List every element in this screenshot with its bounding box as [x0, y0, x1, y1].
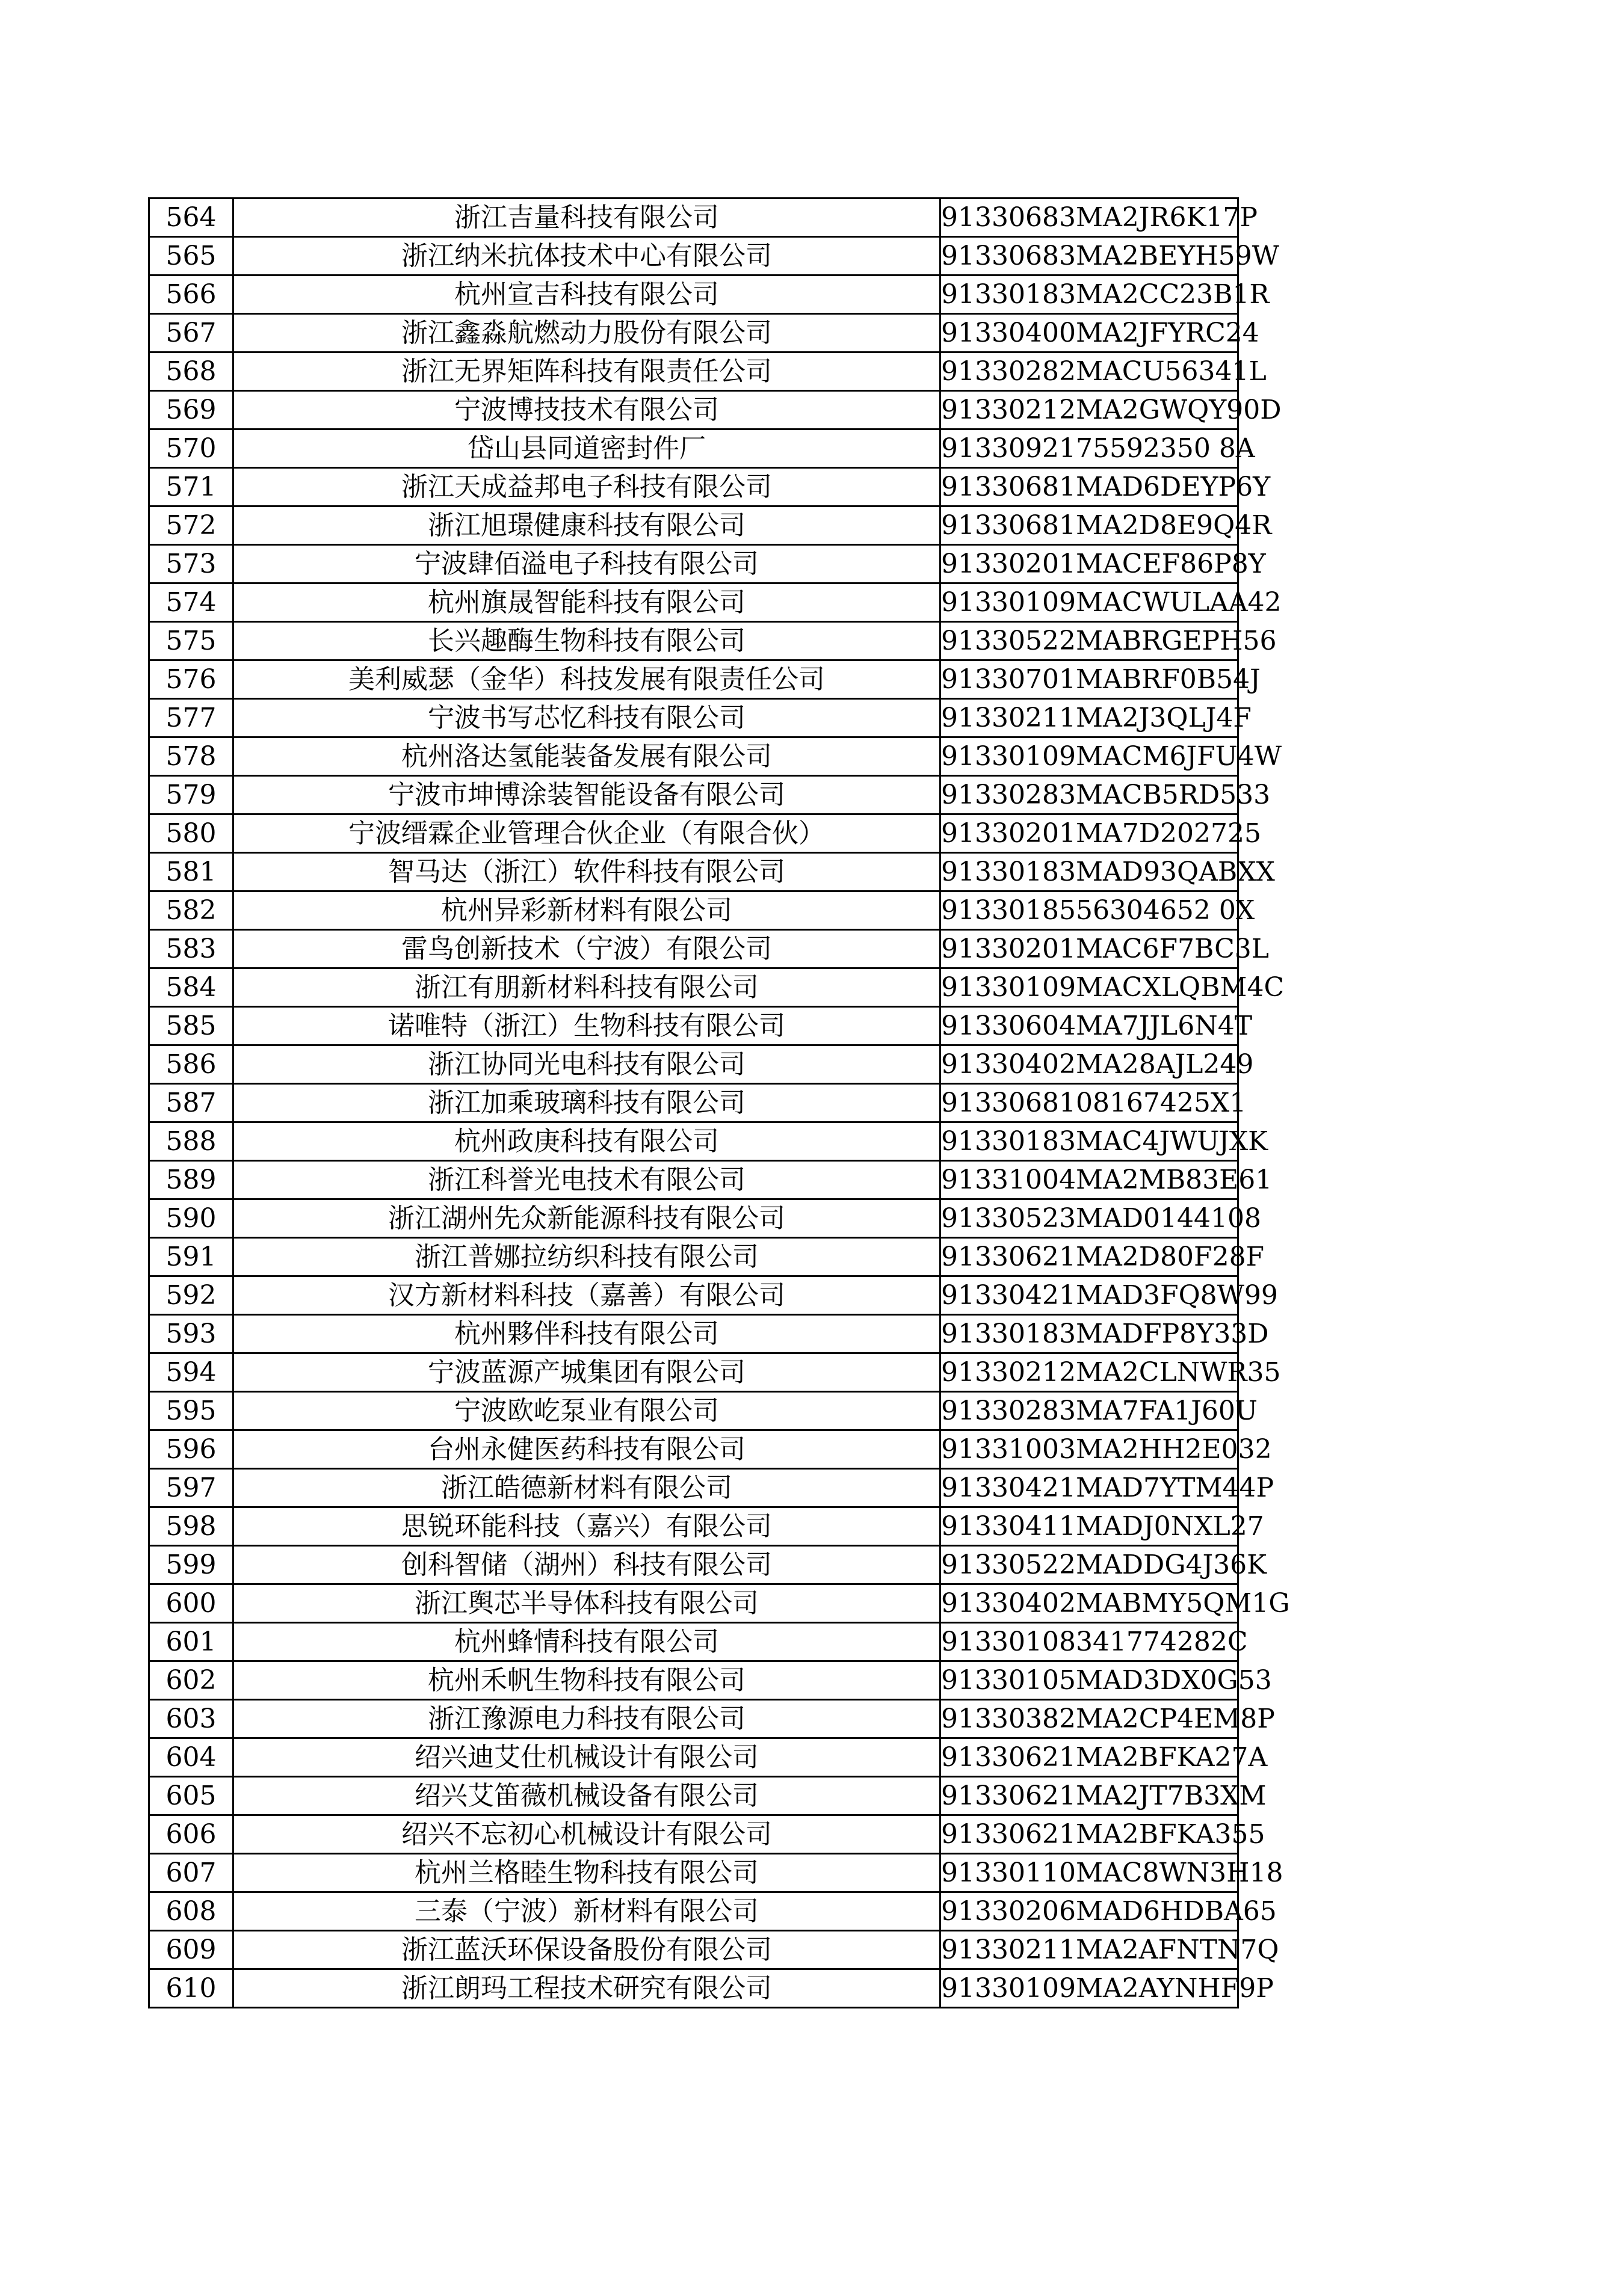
- row-number: 575: [149, 622, 233, 660]
- row-number: 600: [149, 1584, 233, 1623]
- credit-code: 91330105MAD3DX0G53: [940, 1661, 1238, 1700]
- company-name: 杭州兰格睦生物科技有限公司: [233, 1854, 940, 1892]
- row-number: 577: [149, 699, 233, 737]
- company-name: 浙江鑫淼航燃动力股份有限公司: [233, 314, 940, 352]
- table-row: [149, 1507, 1238, 1546]
- company-name: 浙江科誉光电技术有限公司: [233, 1161, 940, 1199]
- company-name: 宁波缙霖企业管理合伙企业（有限合伙）: [233, 814, 940, 853]
- table-row: [149, 930, 1238, 968]
- table-row: [149, 468, 1238, 506]
- credit-code: 91331004MA2MB83E61: [940, 1161, 1238, 1199]
- company-name: 美利威瑟（金华）科技发展有限责任公司: [233, 660, 940, 699]
- row-number: 603: [149, 1700, 233, 1738]
- company-name: 浙江朗玛工程技术研究有限公司: [233, 1969, 940, 2008]
- table-row: [149, 1315, 1238, 1353]
- company-name: 宁波市坤博涂装智能设备有限公司: [233, 776, 940, 814]
- credit-code: 91330109MA2AYNHF9P: [940, 1969, 1238, 2008]
- credit-code: 91330621MA2JT7B3XM: [940, 1777, 1238, 1815]
- credit-code: 91330683MA2BEYH59W: [940, 237, 1238, 275]
- credit-code: 91330382MA2CP4EM8P: [940, 1700, 1238, 1738]
- table-row: [149, 506, 1238, 545]
- table-row: [149, 237, 1238, 275]
- row-number: 578: [149, 737, 233, 776]
- row-number: 573: [149, 545, 233, 583]
- company-table: [148, 197, 1290, 2008]
- table-row: [149, 968, 1238, 1007]
- table-row: [149, 1854, 1238, 1892]
- table-row: [149, 391, 1238, 429]
- row-number: 601: [149, 1623, 233, 1661]
- table-row: [149, 814, 1238, 853]
- company-name: 杭州旗晟智能科技有限公司: [233, 583, 940, 622]
- row-number: 586: [149, 1045, 233, 1084]
- company-name: 台州永健医药科技有限公司: [233, 1430, 940, 1469]
- credit-code: 91330402MA28AJL249: [940, 1045, 1238, 1084]
- row-number: 576: [149, 660, 233, 699]
- row-number: 607: [149, 1854, 233, 1892]
- company-name: 智马达（浙江）软件科技有限公司: [233, 853, 940, 891]
- company-name: 浙江普娜拉纺织科技有限公司: [233, 1238, 940, 1276]
- company-name: 浙江吉量科技有限公司: [233, 199, 940, 237]
- row-number: 567: [149, 314, 233, 352]
- credit-code: 91331003MA2HH2E032: [940, 1430, 1238, 1469]
- row-number: 602: [149, 1661, 233, 1700]
- table-row: [149, 429, 1238, 468]
- company-name: 雷鸟创新技术（宁波）有限公司: [233, 930, 940, 968]
- table-row: [149, 1045, 1238, 1084]
- credit-code: 91330201MAC6F7BC3L: [940, 930, 1238, 968]
- row-number: 587: [149, 1084, 233, 1122]
- table-row: [149, 1276, 1238, 1315]
- credit-code: 91330206MAD6HDBA65: [940, 1892, 1238, 1931]
- credit-code: 91330701MABRF0B54J: [940, 660, 1238, 699]
- company-name: 汉方新材料科技（嘉善）有限公司: [233, 1276, 940, 1315]
- company-name: 杭州政庚科技有限公司: [233, 1122, 940, 1161]
- credit-code: 91330621MA2BFKA27A: [940, 1738, 1238, 1777]
- table-row: [149, 352, 1238, 391]
- row-number: 604: [149, 1738, 233, 1777]
- credit-code: 91330109MACM6JFU4W: [940, 737, 1238, 776]
- table-row: [149, 1392, 1238, 1430]
- credit-code: 91330211MA2AFNTN7Q: [940, 1931, 1238, 1969]
- credit-code: 91330681MAD6DEYP6Y: [940, 468, 1238, 506]
- row-number: 598: [149, 1507, 233, 1546]
- table-row: [149, 1122, 1238, 1161]
- credit-code: 91330212MA2GWQY90D: [940, 391, 1238, 429]
- company-name: 浙江无界矩阵科技有限责任公司: [233, 352, 940, 391]
- row-number: 584: [149, 968, 233, 1007]
- company-name: 杭州夥伴科技有限公司: [233, 1315, 940, 1353]
- credit-code: 9133068108167425X1: [940, 1084, 1238, 1122]
- table-row: [149, 1199, 1238, 1238]
- credit-code: 91330400MA2JFYRC24: [940, 314, 1238, 352]
- table-row: [149, 660, 1238, 699]
- company-name: 浙江旭璟健康科技有限公司: [233, 506, 940, 545]
- company-name: 浙江舆芯半导体科技有限公司: [233, 1584, 940, 1623]
- credit-code: 91330109MACWULAA42: [940, 583, 1238, 622]
- credit-code: 91330282MACU56341L: [940, 352, 1238, 391]
- credit-code: 91330683MA2JR6K17P: [940, 199, 1238, 237]
- credit-code: 91330110MAC8WN3H18: [940, 1854, 1238, 1892]
- credit-code: 91330183MAD93QABXX: [940, 853, 1238, 891]
- company-name: 诺唯特（浙江）生物科技有限公司: [233, 1007, 940, 1045]
- table-row: [149, 622, 1238, 660]
- company-name: 浙江皓德新材料有限公司: [233, 1469, 940, 1507]
- row-number: 610: [149, 1969, 233, 2008]
- credit-code: 91330621MA2D80F28F: [940, 1238, 1238, 1276]
- company-name: 绍兴不忘初心机械设计有限公司: [233, 1815, 940, 1854]
- credit-code: 91330201MA7D202725: [940, 814, 1238, 853]
- credit-code: 91330411MADJ0NXL27: [940, 1507, 1238, 1546]
- table-row: [149, 1815, 1238, 1854]
- company-name: 宁波欧屹泵业有限公司: [233, 1392, 940, 1430]
- company-name: 浙江天成益邦电子科技有限公司: [233, 468, 940, 506]
- credit-code: 91330183MAC4JWUJXK: [940, 1122, 1238, 1161]
- credit-code: 91330183MA2CC23B1R: [940, 275, 1238, 314]
- table-row: [149, 853, 1238, 891]
- table-row: [149, 199, 1238, 237]
- row-number: 588: [149, 1122, 233, 1161]
- row-number: 585: [149, 1007, 233, 1045]
- credit-code: 9133018556304652 0X: [940, 891, 1238, 930]
- company-name: 浙江湖州先众新能源科技有限公司: [233, 1199, 940, 1238]
- company-name: 杭州洛达氢能装备发展有限公司: [233, 737, 940, 776]
- company-name: 岱山县同道密封件厂: [233, 429, 940, 468]
- row-number: 571: [149, 468, 233, 506]
- row-number: 591: [149, 1238, 233, 1276]
- credit-code: 91330109MACXLQBM4C: [940, 968, 1238, 1007]
- row-number: 581: [149, 853, 233, 891]
- row-number: 580: [149, 814, 233, 853]
- row-number: 570: [149, 429, 233, 468]
- row-number: 574: [149, 583, 233, 622]
- company-name: 宁波博技技术有限公司: [233, 391, 940, 429]
- row-number: 590: [149, 1199, 233, 1238]
- table-row: [149, 1738, 1238, 1777]
- row-number: 595: [149, 1392, 233, 1430]
- credit-code: 91330283MACB5RD533: [940, 776, 1238, 814]
- table-row: [149, 1430, 1238, 1469]
- table-row: [149, 1161, 1238, 1199]
- table-row: [149, 737, 1238, 776]
- company-name: 长兴趣酶生物科技有限公司: [233, 622, 940, 660]
- company-name: 浙江蓝沃环保设备股份有限公司: [233, 1931, 940, 1969]
- company-name: 杭州禾帆生物科技有限公司: [233, 1661, 940, 1700]
- company-name: 思锐环能科技（嘉兴）有限公司: [233, 1507, 940, 1546]
- table-row: [149, 275, 1238, 314]
- table-row: [149, 1584, 1238, 1623]
- row-number: 606: [149, 1815, 233, 1854]
- row-number: 569: [149, 391, 233, 429]
- company-name: 绍兴艾笛薇机械设备有限公司: [233, 1777, 940, 1815]
- table-row: [149, 776, 1238, 814]
- credit-code: 91330621MA2BFKA355: [940, 1815, 1238, 1854]
- company-name: 浙江有朋新材料科技有限公司: [233, 968, 940, 1007]
- table-row: [149, 545, 1238, 583]
- credit-code: 91330211MA2J3QLJ4F: [940, 699, 1238, 737]
- row-number: 593: [149, 1315, 233, 1353]
- credit-code: 91330283MA7FA1J60U: [940, 1392, 1238, 1430]
- credit-code: 91330421MAD7YTM44P: [940, 1469, 1238, 1507]
- credit-code: 91330604MA7JJL6N4T: [940, 1007, 1238, 1045]
- company-name: 杭州宣吉科技有限公司: [233, 275, 940, 314]
- row-number: 599: [149, 1546, 233, 1584]
- credit-code: 91330523MAD0144108: [940, 1199, 1238, 1238]
- row-number: 594: [149, 1353, 233, 1392]
- company-name: 浙江协同光电科技有限公司: [233, 1045, 940, 1084]
- row-number: 564: [149, 199, 233, 237]
- table-row: [149, 1546, 1238, 1584]
- row-number: 572: [149, 506, 233, 545]
- company-name: 绍兴迪艾仕机械设计有限公司: [233, 1738, 940, 1777]
- row-number: 583: [149, 930, 233, 968]
- row-number: 565: [149, 237, 233, 275]
- table-row: [149, 1700, 1238, 1738]
- credit-code: 91330681MA2D8E9Q4R: [940, 506, 1238, 545]
- credit-code: 91330183MADFP8Y33D: [940, 1315, 1238, 1353]
- company-name: 杭州蜂情科技有限公司: [233, 1623, 940, 1661]
- table-row: [149, 1892, 1238, 1931]
- row-number: 589: [149, 1161, 233, 1199]
- table-row: [149, 1969, 1238, 2008]
- company-name: 创科智储（湖州）科技有限公司: [233, 1546, 940, 1584]
- row-number: 582: [149, 891, 233, 930]
- credit-code: 9133092175592350 8A: [940, 429, 1238, 468]
- row-number: 579: [149, 776, 233, 814]
- credit-code: 91330522MABRGEPH56: [940, 622, 1238, 660]
- table-row: [149, 314, 1238, 352]
- row-number: 566: [149, 275, 233, 314]
- row-number: 597: [149, 1469, 233, 1507]
- row-number: 568: [149, 352, 233, 391]
- credit-code: 91330212MA2CLNWR35: [940, 1353, 1238, 1392]
- table-row: [149, 1931, 1238, 1969]
- credit-code: 91330201MACEF86P8Y: [940, 545, 1238, 583]
- table-row: [149, 699, 1238, 737]
- table-row: [149, 1084, 1238, 1122]
- company-name: 浙江纳米抗体技术中心有限公司: [233, 237, 940, 275]
- credit-code: 91330108341774282C: [940, 1623, 1238, 1661]
- company-name: 宁波肆佰溢电子科技有限公司: [233, 545, 940, 583]
- row-number: 609: [149, 1931, 233, 1969]
- row-number: 608: [149, 1892, 233, 1931]
- table-row: [149, 583, 1238, 622]
- company-name: 浙江豫源电力科技有限公司: [233, 1700, 940, 1738]
- table-row: [149, 1238, 1238, 1276]
- table-row: [149, 1007, 1238, 1045]
- table-row: [149, 1777, 1238, 1815]
- credit-code: 91330421MAD3FQ8W99: [940, 1276, 1238, 1315]
- row-number: 596: [149, 1430, 233, 1469]
- credit-code: 91330402MABMY5QM1G: [940, 1584, 1238, 1623]
- table-row: [149, 1353, 1238, 1392]
- company-name: 杭州异彩新材料有限公司: [233, 891, 940, 930]
- table-row: [149, 891, 1238, 930]
- row-number: 605: [149, 1777, 233, 1815]
- credit-code: 91330522MADDG4J36K: [940, 1546, 1238, 1584]
- company-name: 三泰（宁波）新材料有限公司: [233, 1892, 940, 1931]
- row-number: 592: [149, 1276, 233, 1315]
- company-table-body: [149, 199, 1290, 2008]
- table-row: [149, 1623, 1238, 1661]
- company-name: 浙江加乘玻璃科技有限公司: [233, 1084, 940, 1122]
- company-name: 宁波书写芯忆科技有限公司: [233, 699, 940, 737]
- company-name: 宁波蓝源产城集团有限公司: [233, 1353, 940, 1392]
- table-row: [149, 1469, 1238, 1507]
- table-row: [149, 1661, 1238, 1700]
